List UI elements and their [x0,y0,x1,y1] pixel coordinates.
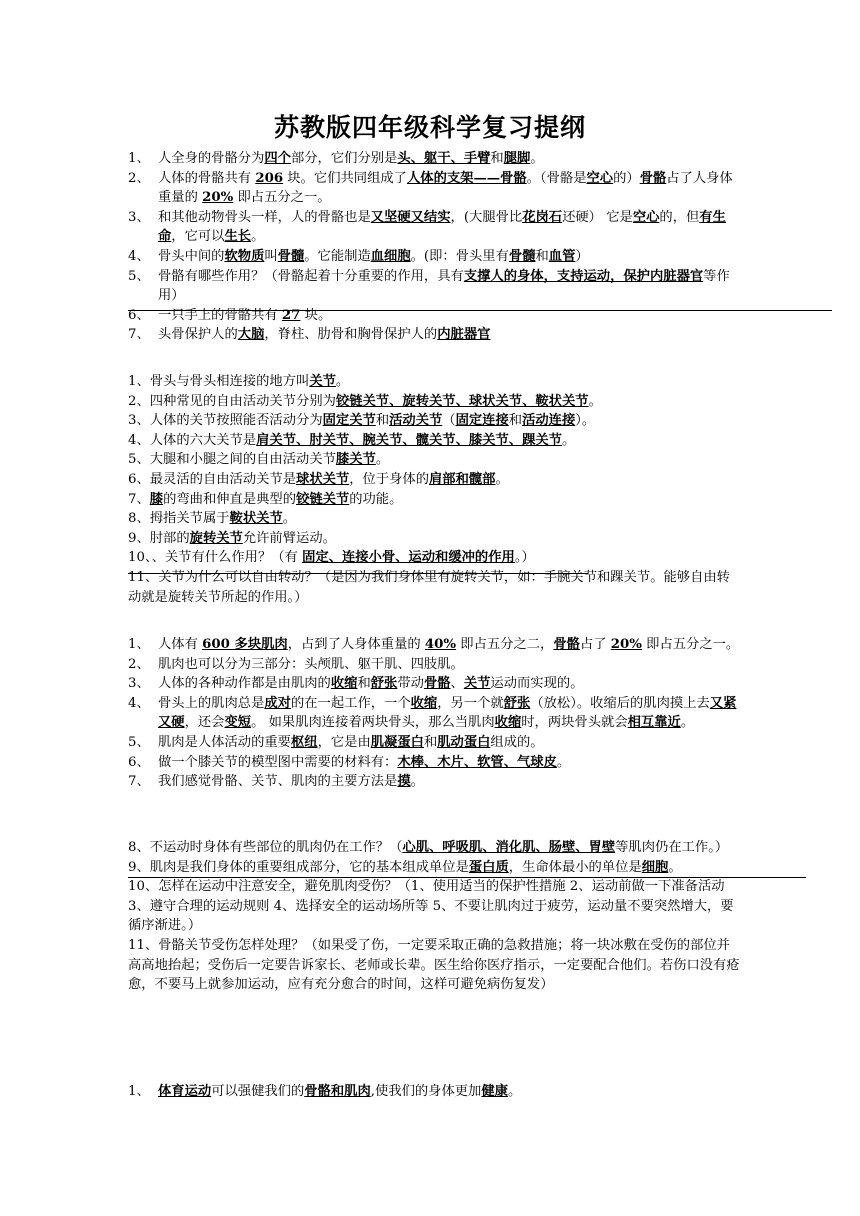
list-item [128,936,740,995]
item-text [158,149,740,169]
text-run: 。 [495,471,509,487]
divider-line [128,877,806,878]
text-run: 。 如果肌肉连接着两块骨头，那么当肌肉 [251,715,495,731]
text-run: 。 [375,452,390,468]
key-term: 腿脚 [503,151,531,166]
text-run: ，另一个就 [437,695,504,711]
list-item [128,306,740,326]
text-run: 的弯曲和伸直是典型的 [163,491,297,507]
text-run: 。） [514,550,535,566]
item-text [158,655,740,675]
key-term: 20% [202,190,234,206]
text-run: 。 [561,432,576,448]
item-number: 4、 [128,248,150,264]
key-term: 木棒、木片、软管、气球皮 [397,754,557,770]
text-run: 骨骼有哪些作用？（骨骼起着十分重要的作用，具有 [158,268,464,284]
key-term: 600 多块肌肉 [202,637,288,652]
text-run: 带动 [397,676,424,692]
text-run: ,使我们的身体更加 [370,1084,482,1099]
text-run: 肌肉也可以分为三部分：头颅肌、躯干肌、四肢肌。 [158,656,464,672]
item-text [158,208,740,247]
key-term: 体育运动 [158,1084,212,1099]
item-number: 7、 [128,774,150,790]
key-term: 旋转关节 [189,530,243,546]
text-run: 。 [588,393,602,409]
list-item [128,674,740,694]
text-run: 人体有 [158,637,203,652]
text-run: 和 [508,413,523,429]
text-run: ）。 [575,413,596,429]
key-term: 枢纽 [290,734,318,750]
item-number: 1、 [128,1084,150,1099]
list-item [128,655,740,675]
list-item [128,325,740,345]
key-term: 固定连接 [455,413,509,429]
text-run: 5、大腿和小腿之间的自由活动关节 [128,452,336,468]
key-term: 骨骼 [423,676,451,692]
item-number: 7、 [128,327,150,343]
key-term: 收缩 [410,695,438,711]
key-term: 成对 [264,695,291,711]
item-number: 1、 [128,637,150,652]
key-term: 有生命 [158,209,726,245]
item-text [158,733,740,753]
key-term: 健康 [481,1084,508,1099]
text-run: ，它可以 [171,229,225,245]
text-run: 。 [282,511,297,527]
key-term: 20% [610,637,642,652]
key-term: 内脏器官 [437,327,491,343]
list-item [128,411,740,431]
text-run: 部分，它们分别是 [290,151,398,166]
item-number: 6、 [128,307,150,323]
key-term: 关节 [463,676,491,692]
key-term: 27 [281,307,301,323]
text-run: 骨头中间的 [158,248,225,264]
text-run: 块。 [300,307,332,323]
key-term: 四个 [264,151,291,166]
item-number: 1、 [128,151,150,166]
list-item [128,838,740,858]
key-term: 铰链关节、旋转关节、球状关节、鞍状关节 [335,393,589,409]
list-item [128,208,740,247]
key-term: 舒张 [503,695,531,711]
text-run: 即占五分之一。 [233,190,331,206]
text-run: 。 [251,229,265,245]
section-joints [128,372,740,607]
item-number: 3、 [128,209,150,225]
item-text [158,635,740,655]
list-item [128,548,740,568]
text-run: 即占五分之二， [456,637,554,652]
text-run: 占了人身体重量的 [158,170,733,206]
key-term: 膝 [149,491,164,507]
list-item [128,169,740,208]
key-term: 球状关节 [296,471,350,487]
text-run: 和 [423,734,438,750]
list-item [128,877,740,936]
text-run: 等作用） [158,268,730,304]
text-run: ，位于身体的 [349,471,429,487]
key-term: 又坚硬又结实 [370,209,451,225]
key-term: 大脑 [237,327,265,343]
key-term: 支撑人的身体，支持运动，保护内脏器官 [463,268,704,284]
text-run: 和 [375,413,390,429]
key-term: 心肌、呼吸肌、消化肌、肠壁、胃壁 [402,840,616,855]
key-term: 相互靠近 [627,715,681,731]
text-run: ，它是由 [317,734,371,750]
item-number: 6、 [128,754,150,770]
text-run: 。(即：骨头里有 [410,248,509,264]
text-run: 肌肉是人体活动的重要 [158,734,291,750]
text-run: 。它能制造 [304,248,371,264]
key-term: 人体的支架——骨骼 [406,170,527,186]
text-run: 组成的。 [490,734,544,750]
text-run: 7、 [128,491,150,507]
key-term: 固定、连接小骨、运动和缓冲的作用 [302,550,515,566]
text-run: ，(大腿骨比 [450,209,523,225]
key-term: 骨髓 [277,248,305,264]
item-text [158,267,740,306]
item-number: 5、 [128,268,150,284]
text-run: 头骨保护人的 [158,327,238,343]
text-run: 块。它们共同组成了 [283,170,407,186]
list-item [128,858,740,878]
text-run: 。 [556,754,571,770]
section-exercise [128,1082,740,1102]
key-term: 膝关节 [335,452,376,468]
text-run: 、 [450,676,464,692]
item-text [158,306,740,326]
text-run: 还硬） 它是 [562,209,633,225]
key-term: 舒张 [370,676,398,692]
text-run: 10、、关节有什么作用？（有 [128,550,303,566]
item-text [158,753,740,773]
item-number: 2、 [128,656,150,672]
list-item [128,509,740,529]
key-term: 花岗石 [522,209,563,225]
text-run: 和 [490,151,504,166]
item-number: 5、 [128,734,150,750]
text-run: （放松）。收缩后的肌肉摸上去 [530,695,710,711]
text-run: 10、怎样在运动中注意安全，避免肌肉受伤？（1、使用适当的保护性措施 2、运动前做一下准备活动 3、遵守合理的运动规则 4、选择安全的运动场所等 5、不要让肌肉过于疲劳，运动量不要突然增大，要循序渐进。） [128,879,734,934]
key-term: 40% [424,637,457,652]
list-item [128,372,740,392]
key-term: 收缩 [494,715,522,731]
key-term: 活动关节 [389,413,443,429]
text-run: ，生命体最小的单位是 [508,859,642,875]
text-run: 。 [680,715,695,731]
item-number: 2、 [128,170,150,186]
text-run: ，还会 [184,715,225,731]
text-run: 占了 [579,637,611,652]
text-run: 即占五分之一。 [641,637,740,652]
list-item [128,267,740,306]
text-run: 。 [530,151,544,166]
text-run: 9、肌肉是我们身体的重要组成部分，它的基本组成单位是 [128,859,469,875]
key-term: 骨骼和肌肉 [304,1084,371,1099]
section-bones [128,149,740,345]
item-text [158,1082,740,1102]
divider-line [128,573,588,574]
key-term: 头、躯干、手臂 [397,151,491,166]
key-term: 软物质 [224,248,265,264]
divider-line [128,310,832,311]
list-item [128,431,740,451]
key-term: 活动连接 [522,413,576,429]
key-term: 固定关节 [322,413,376,429]
text-run: 8、拇指关节属于 [128,511,230,527]
key-term: 变短 [224,715,252,731]
text-run: 和 [535,248,549,264]
key-term: 蛋白质 [468,859,509,875]
key-term: 血管 [548,248,576,264]
text-run: 人体的各种动作都是由肌肉的 [158,676,331,692]
list-item [128,392,740,412]
text-run: （ [442,413,456,429]
text-run: 的） [613,170,640,186]
text-run: 等肌肉仍在工作。） [615,840,729,855]
list-item [128,753,740,773]
text-run: 时，两块骨头就会 [521,715,628,731]
list-item [128,1082,740,1102]
text-run: 一只手上的骨骼共有 [158,307,282,323]
text-run: 我们感觉骨骼、关节、肌肉的主要方法是 [158,774,398,790]
text-run: 和 [357,676,371,692]
key-term: 骨骼 [639,170,667,186]
text-run: 2、四种常见的自由活动关节分别为 [128,393,336,409]
key-term: 206 [255,170,284,186]
text-run: ） [575,248,589,264]
text-run: ，占到了人身体重量的 [287,637,425,652]
text-run: 11、关节为什么可以自由转动？（是因为我们身体里有旋转关节，如：手腕关节和踝关节。能够自由转动就是旋转关节所起的作用。） [128,569,730,605]
text-run: 叫 [264,248,278,264]
key-term: 骨髓 [508,248,536,264]
text-run: 9、肘部的 [128,530,190,546]
item-number: 4、 [128,695,150,711]
text-run: 人全身的骨骼分为 [158,151,265,166]
key-term: 肩部和髋部 [429,471,496,487]
text-run: 人体的骨骼共有 [158,170,256,186]
key-term: 空心 [632,209,660,225]
text-run: 。 [668,859,682,875]
text-run: 1、骨头与骨头相连接的地方叫 [128,374,310,389]
key-term: 肌凝蛋白 [370,734,424,750]
key-term: 骨骼 [553,637,580,652]
list-item [128,247,740,267]
key-term: 生长 [224,229,252,245]
key-term: 肌动蛋白 [437,734,491,750]
item-text [158,772,740,792]
item-text [158,169,740,208]
item-text [158,325,740,345]
key-term: 肩关节、肘关节、腕关节、髋关节、膝关节、踝关节 [256,432,562,448]
list-item [128,450,740,470]
key-term: 细胞 [641,859,669,875]
text-run: 的功能。 [349,491,403,507]
list-item [128,529,740,549]
text-run: 可以强健我们的 [211,1084,305,1099]
section-muscles-cont [128,838,740,995]
list-item [128,635,740,655]
text-run: 3、人体的关节按照能否活动分为 [128,413,323,429]
key-term: 空心 [586,170,614,186]
key-term: 又紧又硬 [158,695,737,731]
text-run: 的在一起工作，一个 [290,695,411,711]
key-term: 摸 [397,774,411,790]
text-run: 。 [335,374,350,389]
key-term: 关节 [309,374,336,389]
text-run: 。（骨骼是 [526,170,587,186]
list-item [128,490,740,510]
item-text [158,694,740,733]
section-muscles [128,635,740,792]
text-run: 。 [410,774,424,790]
list-item [128,694,740,733]
list-item [128,733,740,753]
text-run: 运动而实现的。 [490,676,584,692]
list-item [128,149,740,169]
list-item [128,470,740,490]
item-text [158,247,740,267]
text-run: 骨头上的肌肉总是 [158,695,265,711]
text-run: 11、骨骼关节受伤怎样处理？（如果受了伤，一定要采取正确的急救措施；将一块冰敷在受伤的部位并高高地抬起；受伤后一定要告诉家长、老师或长辈。医生给你医疗指示，一定要配合他们。若伤口没有疮愈，不要马上就参加运动，应有充分愈合的时间，这样可避免病伤复发） [128,937,740,993]
key-term: 铰链关节 [296,491,350,507]
item-text [158,674,740,694]
text-run: 允许前臂运动。 [242,530,336,546]
page-title: 苏教版四年级科学复习提纲 [273,113,586,142]
key-term: 鞍状关节 [229,511,283,527]
key-term: 收缩 [330,676,358,692]
text-run: 4、人体的六大关节是 [128,432,257,448]
text-run: 的，但 [659,209,700,225]
text-run: 8、不运动时身体有些部位的肌肉仍在工作？（ [128,840,403,855]
text-run: ，脊柱、肋骨和胸骨保护人的 [264,327,438,343]
item-number: 3、 [128,676,150,692]
list-item [128,772,740,792]
text-run: 做一个膝关节的模型图中需要的材料有： [158,754,398,770]
text-run: 。 [507,1084,522,1099]
text-run: 6、最灵活的自由活动关节是 [128,471,297,487]
text-run: 和其他动物骨头一样，人的骨骼也是 [158,209,371,225]
key-term: 血细胞 [370,248,411,264]
